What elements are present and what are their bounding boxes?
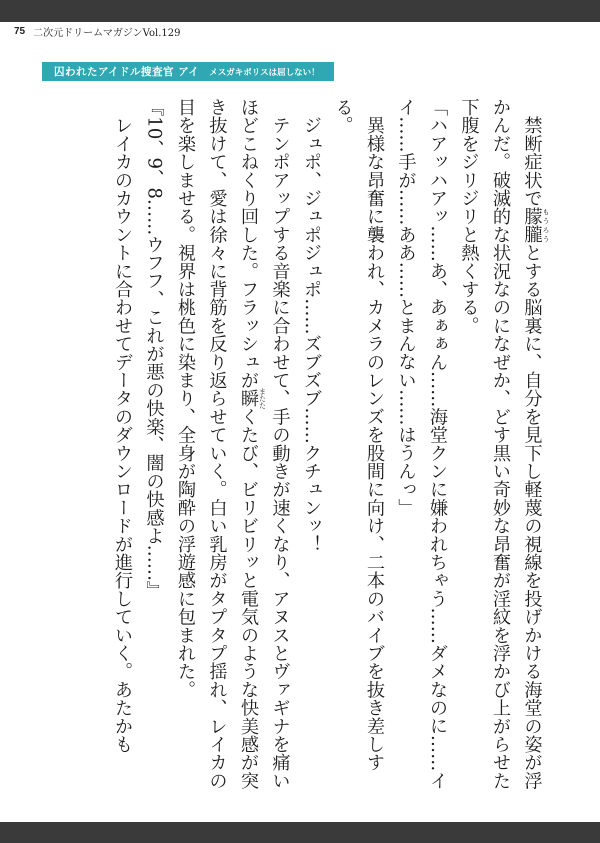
paragraph: 「ハアッハアッ……あ、あぁぁん……海堂クンに嫌われちゃう……ダメなのに……イイ……手が……ああ……とまんない……はうんっ」	[395, 98, 448, 790]
story-body	[70, 98, 550, 798]
paragraph-text: 禁断症状で	[521, 116, 543, 208]
paragraph	[107, 98, 139, 798]
story-title-banner	[42, 62, 334, 81]
ruby-base: 朦朧	[521, 207, 543, 244]
story-title: 囚われたアイドル捜査官 アイ	[54, 66, 200, 78]
paragraph	[170, 98, 296, 798]
ruby-word	[238, 387, 267, 409]
ruby-word	[521, 207, 550, 244]
paragraph	[453, 98, 550, 798]
story-subtitle: メスガキポリスは屈しない！	[209, 67, 320, 78]
paragraph-text: くたび、ビリビリッと電気のような快美感が突き抜けて、愛は徐々に背筋を反り返らせていく。白い乳房がタプタプ揺れ、レイカの目を楽しませる。視界は桃色に染まり、全身が陶酔の浮遊感に包まれた。	[175, 98, 259, 790]
ruby-reading: またた	[258, 387, 267, 409]
paragraph	[296, 98, 328, 798]
paragraph-text: レイカのカウントに合わせてデータのダウンロードが進行していく。あたかも	[112, 116, 133, 754]
ruby-reading: もうろう	[542, 207, 550, 244]
magazine-title: 二次元ドリームマガジンVol.129	[33, 27, 181, 39]
page-number: 75	[14, 25, 26, 37]
running-header	[14, 22, 180, 40]
paragraph-text: とする脳裏に、自分を見下し軽蔑の視線を投げかける海堂の姿が浮かんだ。破滅的な状況なのになぜか、どす黒い奇妙な昂奮が淫紋を浮かび上がらせた下腹をジリジリと熱くする。	[458, 98, 543, 790]
paragraph	[327, 98, 390, 798]
paragraph: 『10、9、8……ウフフ、これが悪の快楽、闇の快感よ……』	[143, 98, 165, 600]
ruby-base: 瞬	[238, 387, 259, 409]
top-bar	[0, 0, 600, 22]
paragraph-text: ジュポ、ジュポジュポ……ズブズブ……クチュンッ！	[301, 116, 322, 553]
paragraph-text: テンポアップする音楽に合わせて、手の動きが速くなり、アヌスとヴァギナを痛いほどこねくり回した。フラッシュが	[238, 98, 291, 790]
paragraph-text: 異様な昂奮に襲われ、カメラのレンズを股間に向け、二本のバイブを抜き差しする。	[332, 98, 385, 772]
bottom-bar	[0, 822, 600, 843]
